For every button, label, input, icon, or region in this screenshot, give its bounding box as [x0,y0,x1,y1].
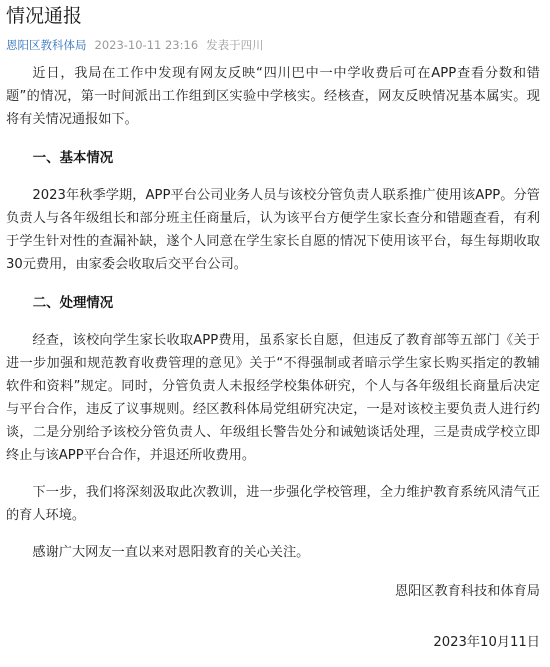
article-meta [6,37,264,53]
article-body [6,62,540,654]
basic-info-paragraph: 2023年秋季学期，APP平台公司业务人员与该校分管负责人联系推广使用该APP。分管负责人与各年级组长和部分班主任商量后，认为该平台方便学生家长查分和错题查看，有利于学生针对性的查漏补缺，遂个人同意在学生家长自愿的情况下使用该平台，每生每期收取30元费用，由家委会收取后交平台公司。 [6,188,540,272]
section-heading-handling: 二、处理情况 [32,296,114,311]
publish-datetime: 2023-10-11 23:16 [94,38,199,52]
thanks-paragraph: 感谢广大网友一直以来对恩阳教育的关心关注。 [32,545,310,560]
signature: 恩阳区教育科技和体育局 [394,584,540,599]
publish-location: 发表于四川 [206,38,264,52]
next-step-paragraph: 下一步，我们将深刻汲取此次教训，进一步强化学校管理，全力维护教育系统风清气正的育人环境。 [6,485,540,523]
article-title: 情况通报 [6,5,83,27]
intro-paragraph: 近日，我局在工作中发现有网友反映“四川巴中一中学收费后可在APP查看分数和错题”的情况，第一时间派出工作组到区实验中学核实。经核查，网友反映情况基本属实。现将有关情况通报如下。 [6,66,540,127]
author-link[interactable]: 恩阳区教科体局 [6,38,87,52]
signature-date: 2023年10月11日 [433,635,540,650]
section-heading-basic: 一、基本情况 [32,151,114,166]
handling-paragraph: 经查，该校向学生家长收取APP费用，虽系家长自愿，但违反了教育部等五部门《关于进一步加强和规范教育收费管理的意见》关于“不得强制或者暗示学生家长购买指定的教辅软件和资料”规定。同时，分管负责人未报经学校集体研究，个人与各年级组长商量后决定与平台合作，违反了议事规则。经区教科体局党组研究决定，一是对该校主要负责人进行约谈，二是分别给予该校分管负责人、年级组长警告处分和诫勉谈话处理，三是责成学校立即终止与该APP平台合作，并退还所收费用。 [6,333,540,463]
